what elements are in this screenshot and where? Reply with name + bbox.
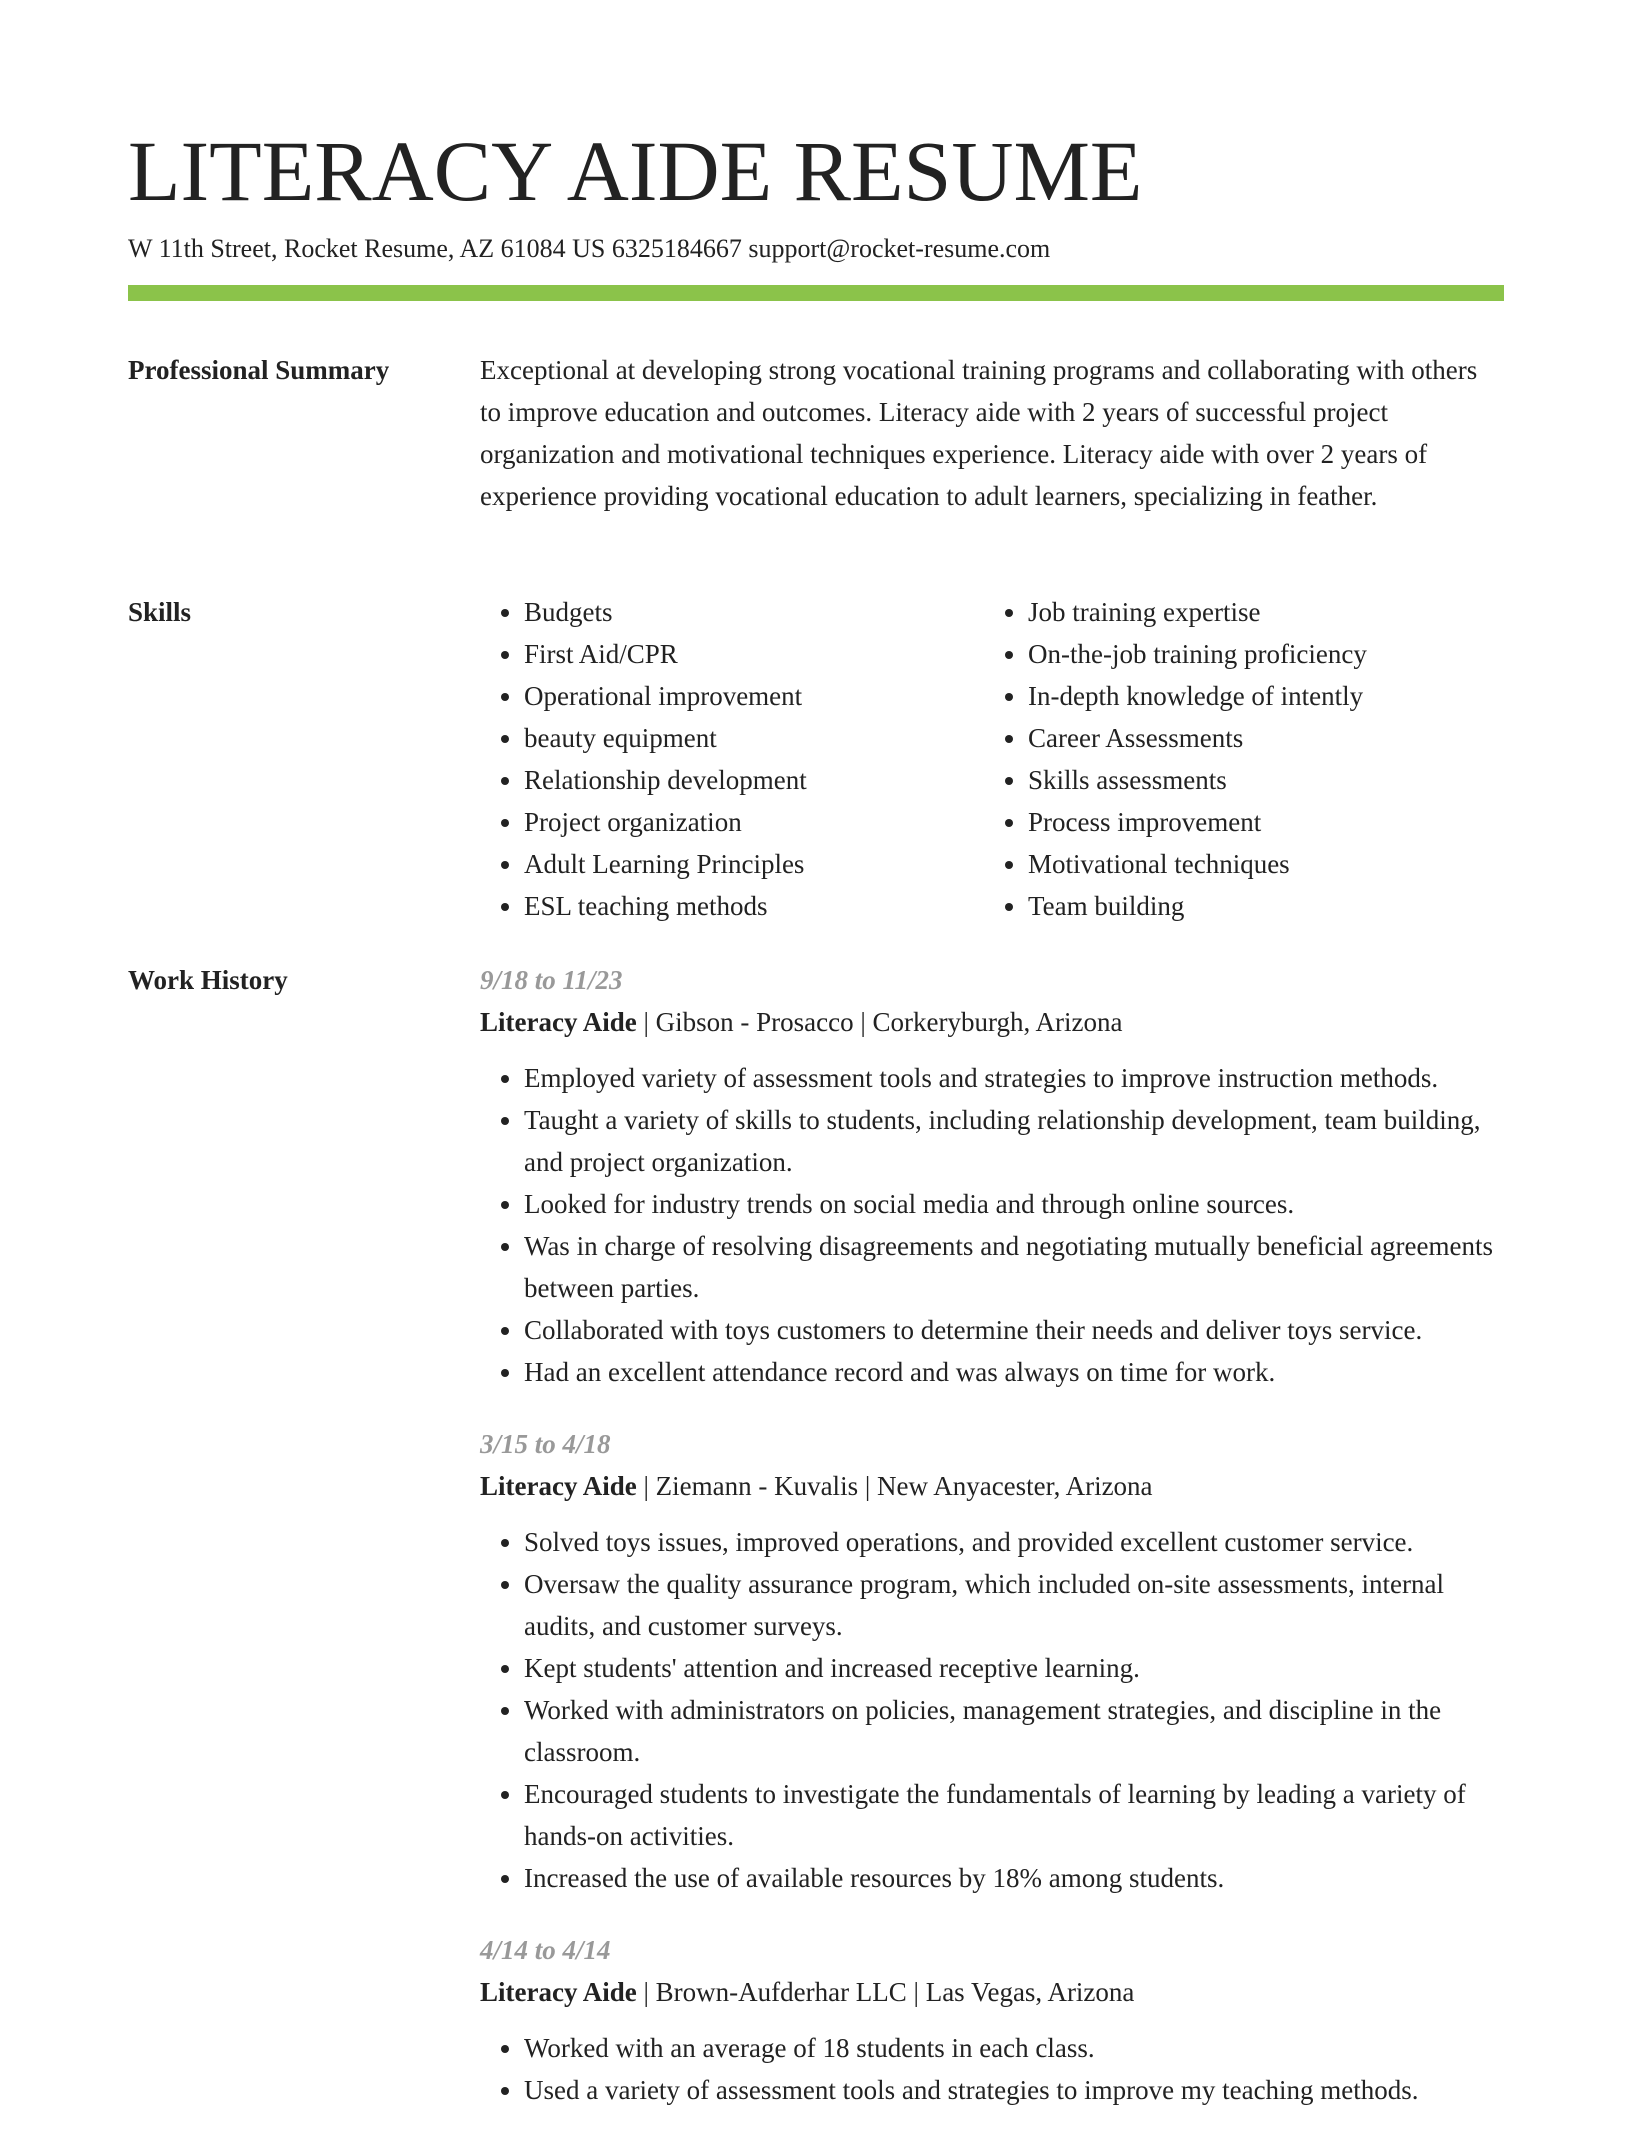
skill-item: • beauty equipment [524,717,984,759]
summary-body [480,349,1504,517]
job-role: Literacy Aide [480,1977,637,2007]
job-entry [480,959,1504,1393]
skill-item: • Job training expertise [1028,591,1488,633]
job-employer-location: | Brown-Aufderhar LLC | Las Vegas, Arizona [636,1977,1135,2007]
job-entry [480,1423,1504,1899]
skills-label: Skills [128,597,192,627]
job-bullets [480,1057,1504,1393]
job-employer-location: | Ziemann - Kuvalis | New Anyacester, Arizona [636,1471,1153,1501]
job-bullet: • Used a variety of assessment tools and strategies to improve my teaching methods. [524,2069,1504,2111]
skill-item: • On-the-job training proficiency [1028,633,1488,675]
job-bullet: • Collaborated with toys customers to determine their needs and deliver toys service. [524,1309,1504,1351]
job-bullet: • Had an excellent attendance record and was always on time for work. [524,1351,1504,1393]
skill-item: • In-depth knowledge of intently [1028,675,1488,717]
summary-label: Professional Summary [128,355,390,385]
job-title-line [480,1001,1504,1043]
job-title-line [480,1971,1504,2013]
job-title-line [480,1465,1504,1507]
job-bullet: • Employed variety of assessment tools and strategies to improve instruction methods. [524,1057,1504,1099]
job-bullet: • Solved toys issues, improved operations, and provided excellent customer service. [524,1521,1504,1563]
skill-item: • Project organization [524,801,984,843]
skill-item: • ESL teaching methods [524,885,984,927]
skills-list-left [480,591,984,927]
skill-item: • Relationship development [524,759,984,801]
contact-line: W 11th Street, Rocket Resume, AZ 61084 US 6325184667 support@rocket-resume.com [128,234,1051,263]
summary-text: Exceptional at developing strong vocational training programs and collaborating with others to improve education and outcomes. Literacy aide with 2 years of successful project organization and motivational techniques experience. Literacy aide with over 2 years of experience providing vocational education to adult learners, specializing in feather. [480,355,1478,511]
work-history-body [480,959,1504,2141]
job-bullet: • Looked for industry trends on social media and through online sources. [524,1183,1504,1225]
job-bullet: • Taught a variety of skills to students, including relationship development, team building, and project organization. [524,1099,1504,1183]
job-bullets [480,1521,1504,1899]
skill-item: • Motivational techniques [1028,843,1488,885]
resume-title: LITERACY AIDE RESUME [128,123,1143,219]
skill-item: • Adult Learning Principles [524,843,984,885]
accent-divider [128,285,1504,301]
job-dates: 9/18 to 11/23 [480,965,623,995]
job-bullet: • Increased the use of available resources by 18% among students. [524,1857,1504,1899]
skill-item: • Team building [1028,885,1488,927]
job-role: Literacy Aide [480,1471,637,1501]
skills-list-right [984,591,1488,927]
skill-item: • Skills assessments [1028,759,1488,801]
job-bullet: • Oversaw the quality assurance program, which included on-site assessments, internal audits, and customer surveys. [524,1563,1504,1647]
job-bullet: • Was in charge of resolving disagreements and negotiating mutually beneficial agreements between parties. [524,1225,1504,1309]
work-history-label: Work History [128,965,288,995]
job-entry [480,1929,1504,2111]
job-bullet: • Kept students' attention and increased receptive learning. [524,1647,1504,1689]
job-bullets [480,2027,1504,2111]
job-bullet: • Worked with an average of 18 students in each class. [524,2027,1504,2069]
skill-item: • Budgets [524,591,984,633]
job-employer-location: | Gibson - Prosacco | Corkeryburgh, Arizona [636,1007,1123,1037]
skill-item: • Career Assessments [1028,717,1488,759]
skill-item: • Operational improvement [524,675,984,717]
skills-body [480,591,1504,927]
job-dates: 3/15 to 4/18 [480,1429,611,1459]
job-role: Literacy Aide [480,1007,637,1037]
skill-item: • First Aid/CPR [524,633,984,675]
skill-item: • Process improvement [1028,801,1488,843]
job-bullet: • Worked with administrators on policies, management strategies, and discipline in the classroom. [524,1689,1504,1773]
job-bullet: • Encouraged students to investigate the fundamentals of learning by leading a variety of hands-on activities. [524,1773,1504,1857]
job-dates: 4/14 to 4/14 [480,1935,611,1965]
